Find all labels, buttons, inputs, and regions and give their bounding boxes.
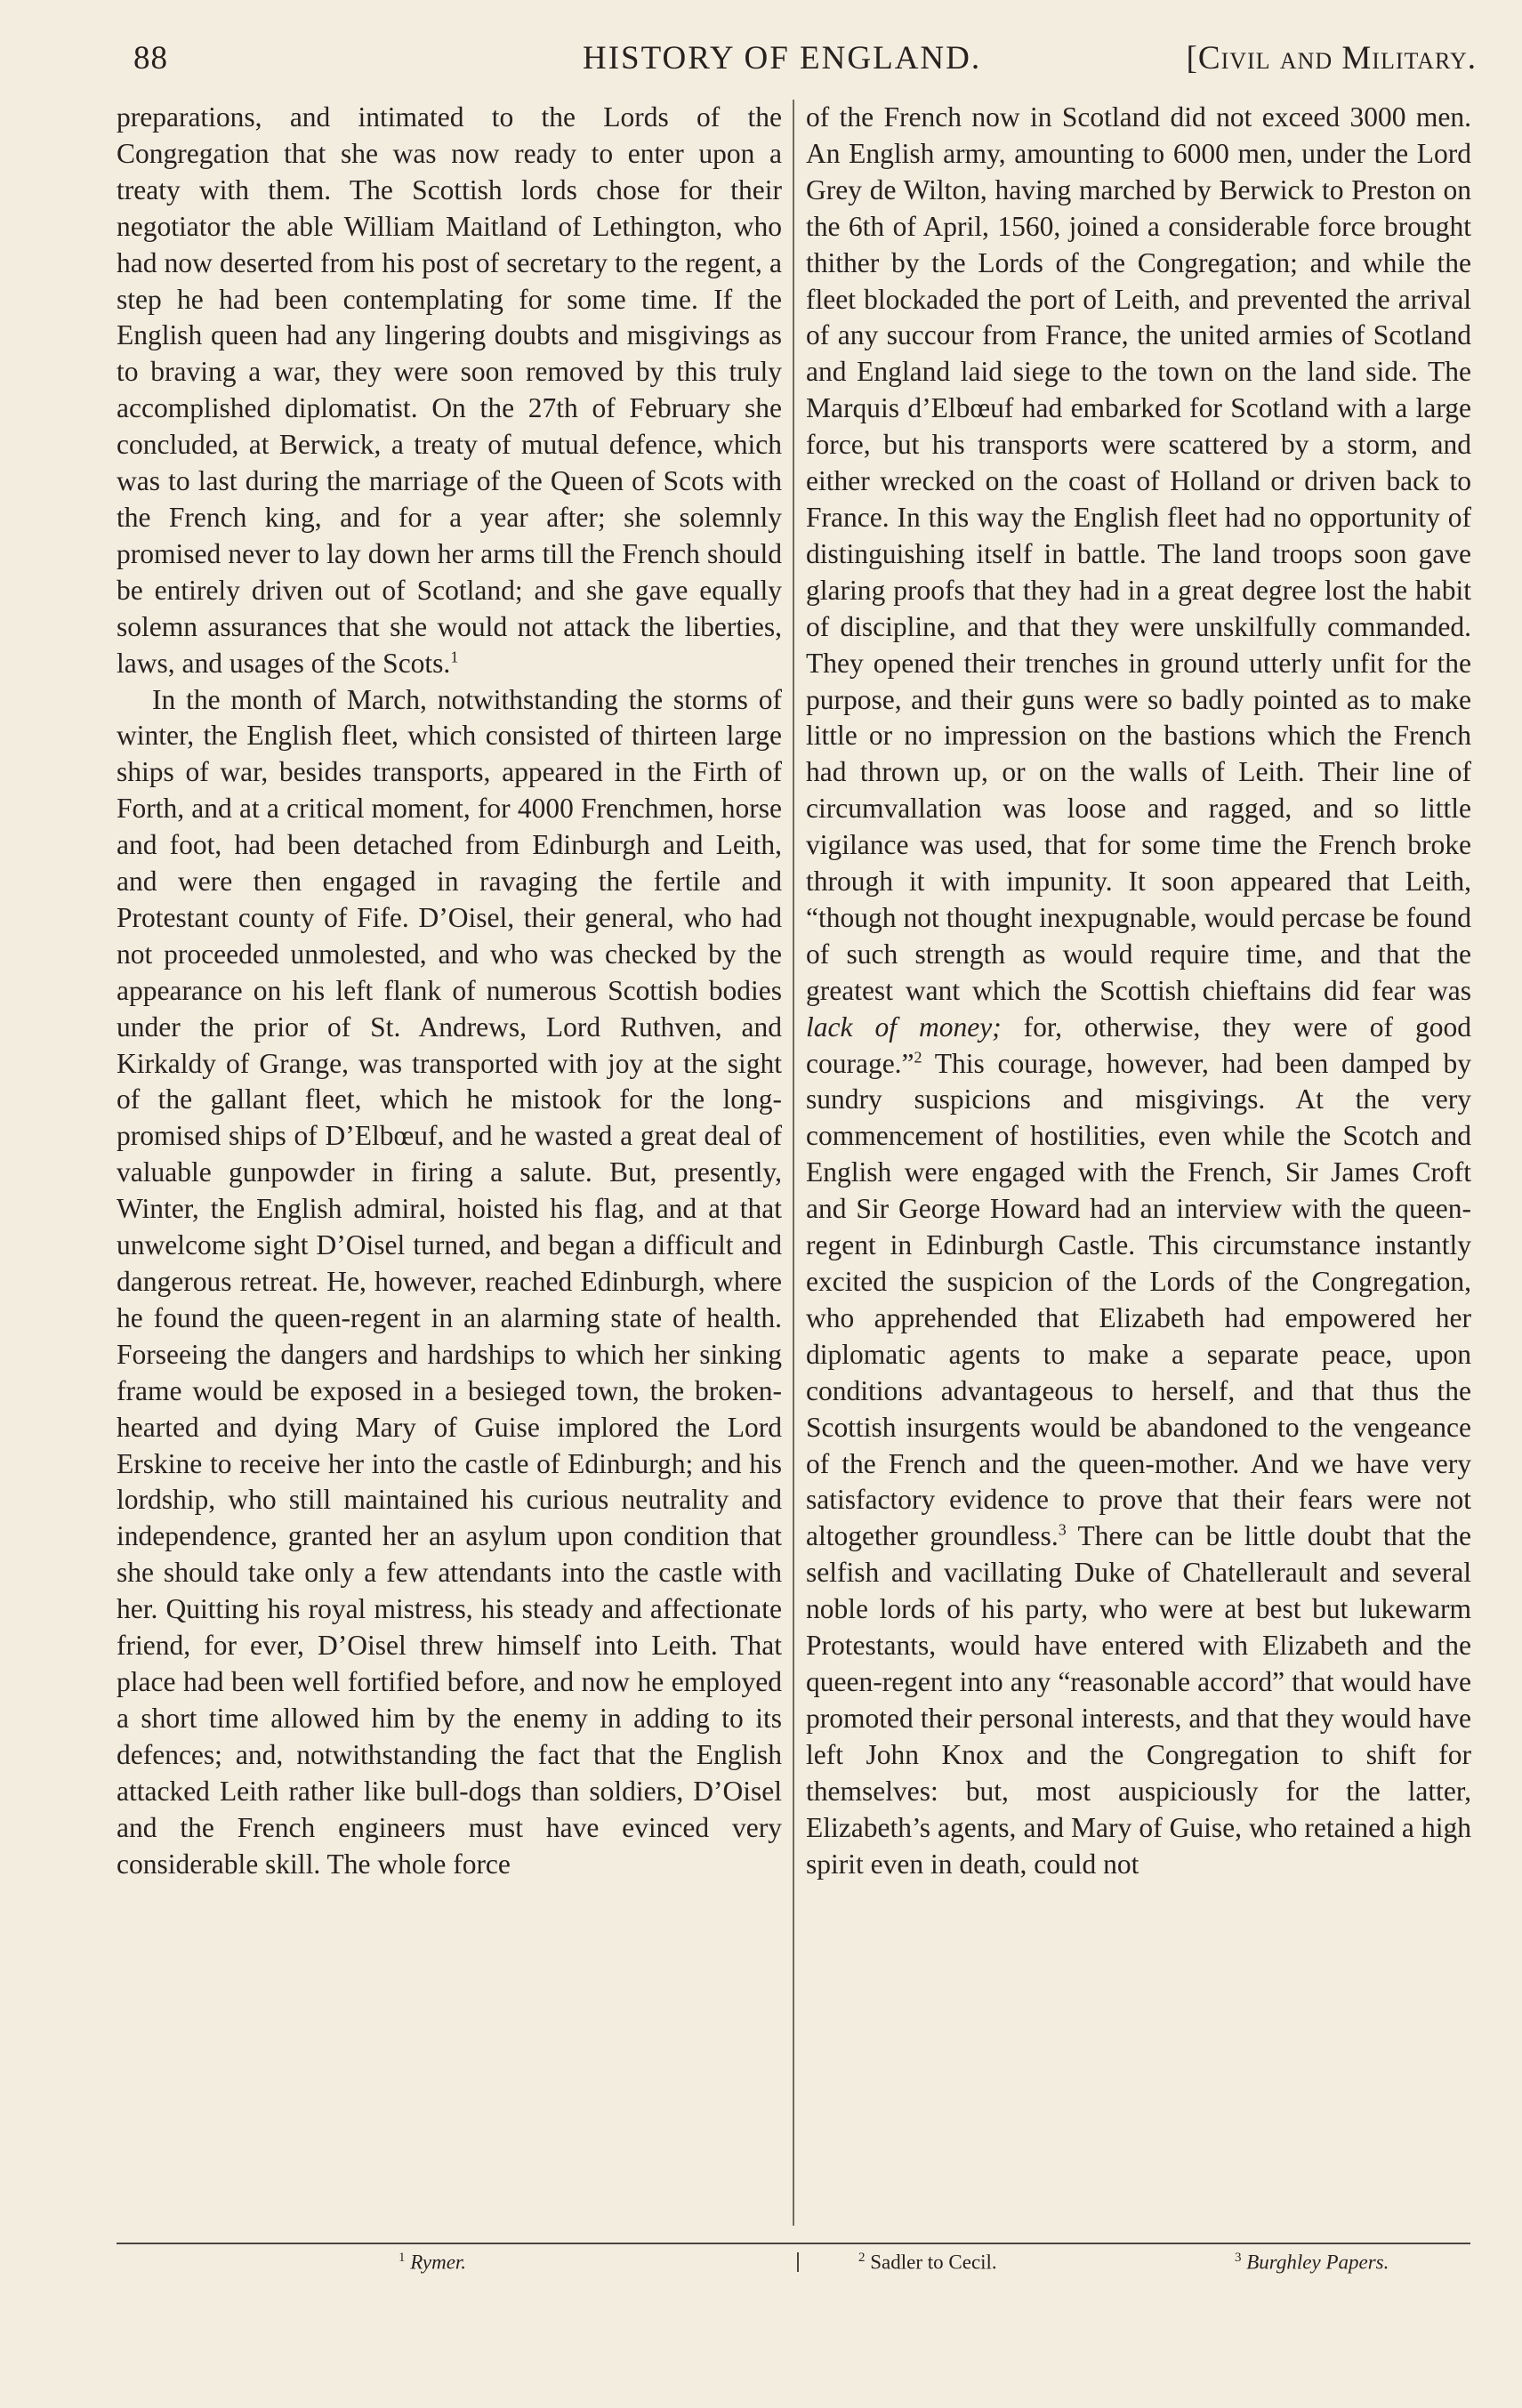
footnote: $^3$ Burghley Papers. xyxy=(1235,2251,1389,2274)
page-number: 88 xyxy=(133,40,168,77)
paragraph: of the French now in Scotland did not exceed 3000 men. An English army, amounting to 6000 men, under the Lord Grey de Wilton, having marched by Berwick to Preston on the 6th of April, 1560, joined a considerable force brought thither by the Lords of the Congregation; and while the fleet blockaded the port of Leith, and prevented the arrival of any succour from France, the united armies of Scotland and England laid siege to the town on the land side. The Marquis d’Elbœuf had embarked for Scotland with a large force, but his transports were scattered by a storm, and either wrecked on the coast of Holland or driven back to France. In this way the English fleet had no opportunity of distinguishing itself in battle. The land troops soon gave glaring proofs that they had in a great degree lost the habit of discipline, and that they were unskilfully commanded. They opened their trenches in ground utterly unfit for the purpose, and their guns were so badly pointed as to make little or no impression on the bastions which the French had thrown up, or on the walls of Leith. Their line of circumvallation was loose and ragged, and so little vigilance was used, that for some time the French broke through it with impunity. It soon appeared that Leith, “though not thought inexpugnable, would percase be found of such strength as would require time, and that the greatest want which the Scottish chieftains did fear was lack of money; for, otherwise, they were of good courage.”$^2$ This courage, however, had been damped by sundry suspicions and misgivings. At the very commencement of hostilities, even while the Scotch and English were engaged with the French, Sir James Croft and Sir George Howard had an interview with the queen-regent in Edinburgh Castle. This circumstance instantly excited the suspicion of the Lords of the Congregation, who apprehended that Elizabeth had empowered her diplomatic agents to make a separate peace, upon conditions advantageous to herself, and that thus the Scottish insurgents would be abandoned to the vengeance of the French and the queen-mother. And we have very satisfactory evidence to prove that their fears were not altogether groundless.$^3$ There can be little doubt that the selfish and vacillating Duke of Chatellerault and several noble lords of his party, who were at best but lukewarm Protestants, would have entered with Elizabeth and the queen-regent into any “reasonable accord” that would have promoted their personal interests, and that they would have left John Knox and the Congregation to shift for themselves: but, most auspiciously for the latter, Elizabeth’s agents, and Mary of Guise, who retained a high spirit even in death, could not xyxy=(806,101,1472,1880)
italic-phrase: lack of money; xyxy=(806,1011,1002,1043)
page-header xyxy=(133,39,1477,93)
paragraph: preparations, and intimated to the Lords of the Congregation that she was now ready to enter upon a treaty with them. The Scottish lords chose for their negotiator the able William Maitland of Lethington, who had now deserted from his post of secretary to the regent, a step he had been contemplating for some time. If the English queen had any lingering doubts and misgivings as to braving a war, they were soon removed by this truly accomplished diplomatist. On the 27th of February she concluded, at Berwick, a treaty of mutual defence, which was to last during the marriage of the Queen of Scots with the French king, and for a year after; she solemnly promised never to lay down her arms till the French should be entirely driven out of Scotland; and she gave equally solemn assurances that she would not attack the liberties, laws, and usages of the Scots.$^1$ xyxy=(117,101,782,679)
footnote-ref: 2 xyxy=(914,1048,922,1067)
right-column xyxy=(806,100,1471,1882)
footnotes xyxy=(0,2251,1522,2295)
section-title: [Civil and Military. xyxy=(1186,40,1477,77)
footnote-ref: 1 xyxy=(450,648,459,666)
column-divider xyxy=(793,100,794,2226)
footnote-rule xyxy=(117,2243,1470,2244)
footnote: $^2$ Sadler to Cecil. xyxy=(858,2251,997,2274)
footnote: $^1$ Rymer. xyxy=(399,2251,467,2274)
footnote-ref: 3 xyxy=(1058,1520,1067,1539)
paragraph: In the month of March, notwithstanding the storms of winter, the English fleet, which consisted of thirteen large ships of war, besides transports, appeared in the Firth of Forth, and at a critical moment, for 4000 Frenchmen, horse and foot, had been detached from Edinburgh and Leith, and were then engaged in ravaging the fertile and Protestant county of Fife. D’Oisel, their general, who had not proceeded unmolested, and who was checked by the appearance on his left flank of numerous Scottish bodies under the prior of St. Andrews, Lord Ruthven, and Kirkaldy of Grange, was transported with joy at the sight of the gallant fleet, which he mistook for the long-promised ships of D’Elbœuf, and he wasted a great deal of valuable gunpowder in firing a salute. But, presently, Winter, the English admiral, hoisted his flag, and at that unwelcome sight D’Oisel turned, and began a difficult and dangerous retreat. He, however, reached Edinburgh, where he found the queen-regent in an alarming state of health. Forseeing the dangers and hardships to which her sinking frame would be exposed in a besieged town, the broken-hearted and dying Mary of Guise implored the Lord Erskine to receive her into the castle of Edinburgh; and his lordship, who still maintained his curious neutrality and independence, granted her an asylum upon condition that she should take only a few attendants into the castle with her. Quitting his royal mistress, his steady and affectionate friend, for ever, D’Oisel threw himself into Leith. That place had been well fortified before, and now he employed a short time allowed him by the enemy in adding to its defences; and, notwithstanding the fact that the English attacked Leith rather like bull-dogs than soldiers, D’Oisel and the French engineers must have evinced very considerable skill. The whole force xyxy=(117,683,782,1880)
running-title: HISTORY OF ENGLAND. xyxy=(583,40,982,77)
left-column xyxy=(117,100,782,1882)
